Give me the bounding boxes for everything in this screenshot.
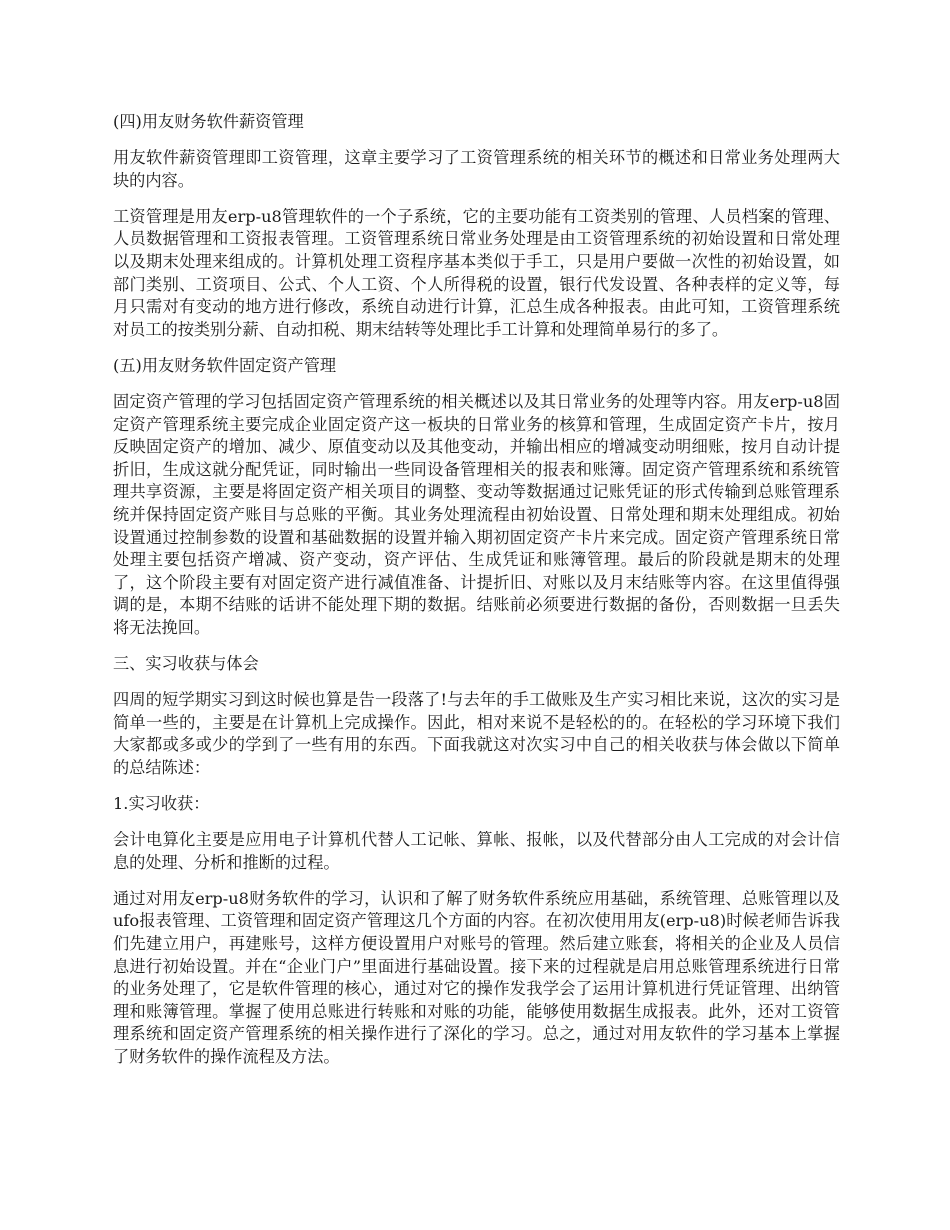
document-page (113, 111, 840, 1082)
paragraph-accounting-computerization: 会计电算化主要是应用电子计算机代替人工记帐、算帐、报帐，以及代替部分由人工完成的对会计信息的处理、分析和推断的过程。 (113, 830, 840, 872)
subheading-internship-gains: 1.实习收获： (113, 793, 210, 813)
section-heading-internship-gains: 三、实习收获与体会 (113, 653, 259, 673)
paragraph-payroll-intro: 用友软件薪资管理即工资管理，这章主要学习了工资管理系统的相关环节的概述和日常业务处理两大块的内容。 (113, 148, 840, 190)
paragraph-internship-summary: 四周的短学期实习到这时候也算是告一段落了!与去年的手工做账及生产实习相比来说，这次的实习是简单一些的，主要是在计算机上完成操作。因此，相对来说不是轻松的的。在轻松的学习环境下我们大家都或多或少的学到了一些有用的东西。下面我就这对次实习中自己的相关收获与体会做以下简单的总结陈述： (113, 690, 840, 777)
section-heading-fixed-assets: (五)用友财务软件固定资产管理 (113, 355, 337, 375)
paragraph-payroll-details: 工资管理是用友erp-u8管理软件的一个子系统，它的主要功能有工资类别的管理、人员档案的管理、人员数据管理和工资报表管理。工资管理系统日常业务处理是由工资管理系统的初始设置和日常处理以及期末处理来组成的。计算机处理工资程序基本类似于手工，只是用户要做一次性的初始设置，如部门类别、工资项目、公式、个人工资、个人所得税的设置，银行代发设置、各种表样的定义等，每月只需对有变动的地方进行修改，系统自动进行计算，汇总生成各种报表。由此可知，工资管理系统对员工的按类别分薪、自动扣税、期末结转等处理比手工计算和处理简单易行的多了。 (113, 206, 840, 339)
section-heading-payroll: (四)用友财务软件薪资管理 (113, 112, 304, 131)
paragraph-erp-learning: 通过对用友erp-u8财务软件的学习，认识和了解了财务软件系统应用基础，系统管理、总账管理以及ufo报表管理、工资管理和固定资产管理这几个方面的内容。在初次使用用友(erp-u8)时候老师告诉我们先建立用户，再建账号，这样方便设置用户对账号的管理。然后建立账套，将相关的企业及人员信息进行初始设置。并在“企业门户”里面进行基础设置。接下来的过程就是启用总账管理系统进行日常的业务处理了，它是软件管理的核心，通过对它的操作发我学会了运用计算机进行凭证管理、出纳管理和账簿管理。掌握了使用总账进行转账和对账的功能，能够使用数据生成报表。此外，还对工资管理系统和固定资产管理系统的相关操作进行了深化的学习。总之，通过对用友软件的学习基本上掌握了财务软件的操作流程及方法。 (113, 888, 840, 1066)
paragraph-fixed-assets: 固定资产管理的学习包括固定资产管理系统的相关概述以及其日常业务的处理等内容。用友erp-u8固定资产管理系统主要完成企业固定资产这一板块的日常业务的核算和管理，生成固定资产卡片，按月反映固定资产的增加、减少、原值变动以及其他变动，并输出相应的增减变动明细账，按月自动计提折旧，生成这就分配凭证，同时输出一些同设备管理相关的报表和账簿。固定资产管理系统和系统管理共享资源，主要是将固定资产相关项目的调整、变动等数据通过记账凭证的形式传输到总账管理系统并保持固定资产账目与总账的平衡。其业务处理流程由初始设置、日常处理和期末处理组成。初始设置通过控制参数的设置和基础数据的设置并输入期初固定资产卡片来完成。固定资产管理系统日常处理主要包括资产增减、资产变动，资产评估、生成凭证和账簿管理。最后的阶段就是期末的处理了，这个阶段主要有对固定资产进行减值准备、计提折旧、对账以及月末结账等内容。在这里值得强调的是，本期不结账的话讲不能处理下期的数据。结账前必须要进行数据的备份，否则数据一旦丢失将无法挽回。 (113, 391, 840, 637)
